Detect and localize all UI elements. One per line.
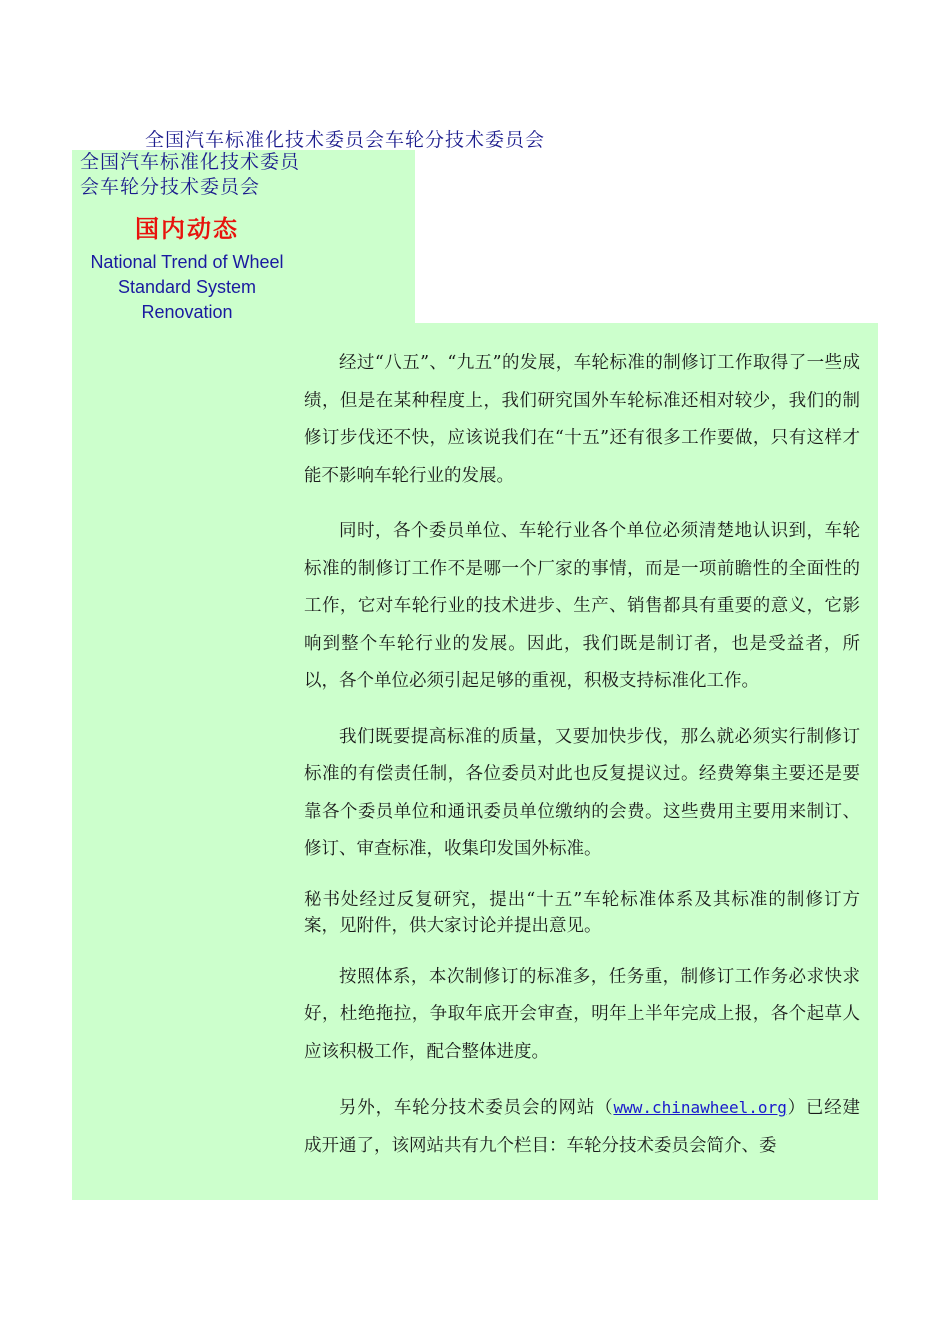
article-paragraph-5: 按照体系，本次制修订的标准多，任务重，制修订工作务必求快求好，杜绝拖拉，争取年底开会审查，明年上半年完成上报，各个起草人应该积极工作，配合整体进度。 xyxy=(304,966,860,1062)
section-en-line2: Standard System xyxy=(117,277,257,297)
section-title: 国内动态 xyxy=(135,214,239,243)
article-paragraph-2: 同时，各个委员单位、车轮行业各个单位必须清楚地认识到，车轮标准的制修订工作不是哪一个厂家的事情，而是一项前瞻性的全面性的工作，它对车轮行业的技术进步、生产、销售都具有重要的意义，它影响到整个车轮行业的发展。因此，我们既是制订者，也是受益者，所以，各个单位必须引起足够的重视，积极支持标准化工作。 xyxy=(304,521,860,691)
article-paragraph-4: 秘书处经过反复研究，提出“十五”车轮标准体系及其标准的制修订方案，见附件，供大家讨论并提出意见。 xyxy=(304,889,860,936)
website-link[interactable]: www.chinawheel.org xyxy=(613,1098,787,1117)
article-paragraph-6 xyxy=(304,1089,860,1165)
section-en-line3: Renovation xyxy=(141,302,233,322)
article-body xyxy=(304,345,860,1165)
section-en-line1: National Trend of Wheel xyxy=(90,252,284,272)
sidebar-org-name: 全国汽车标准化技术委员会车轮分技术委员会 xyxy=(80,151,301,198)
paragraph-6-text-after: ）已经建成开通了，该网站共有九个栏目：车轮分技术委员会简介、委 xyxy=(304,1098,861,1156)
paragraph-6-text-before: 另外，车轮分技术委员会的网站（ xyxy=(339,1098,614,1118)
page-header-title: 全国汽车标准化技术委员会车轮分技术委员会 xyxy=(145,129,546,151)
article-paragraph-3: 我们既要提高标准的质量，又要加快步伐，那么就必须实行制修订标准的有偿责任制，各位委员对此也反复提议过。经费筹集主要还是要靠各个委员单位和通讯委员单位缴纳的会费。这些费用主要用来制订、修订、审查标准，收集印发国外标准。 xyxy=(304,726,860,859)
section-title-english xyxy=(72,250,302,325)
article-paragraph-1: 经过“八五”、“九五”的发展，车轮标准的制修订工作取得了一些成绩，但是在某种程度上，我们研究国外车轮标准还相对较少，我们的制修订步伐还不快，应该说我们在“十五”还有很多工作要做，只有这样才能不影响车轮行业的发展。 xyxy=(304,353,860,486)
